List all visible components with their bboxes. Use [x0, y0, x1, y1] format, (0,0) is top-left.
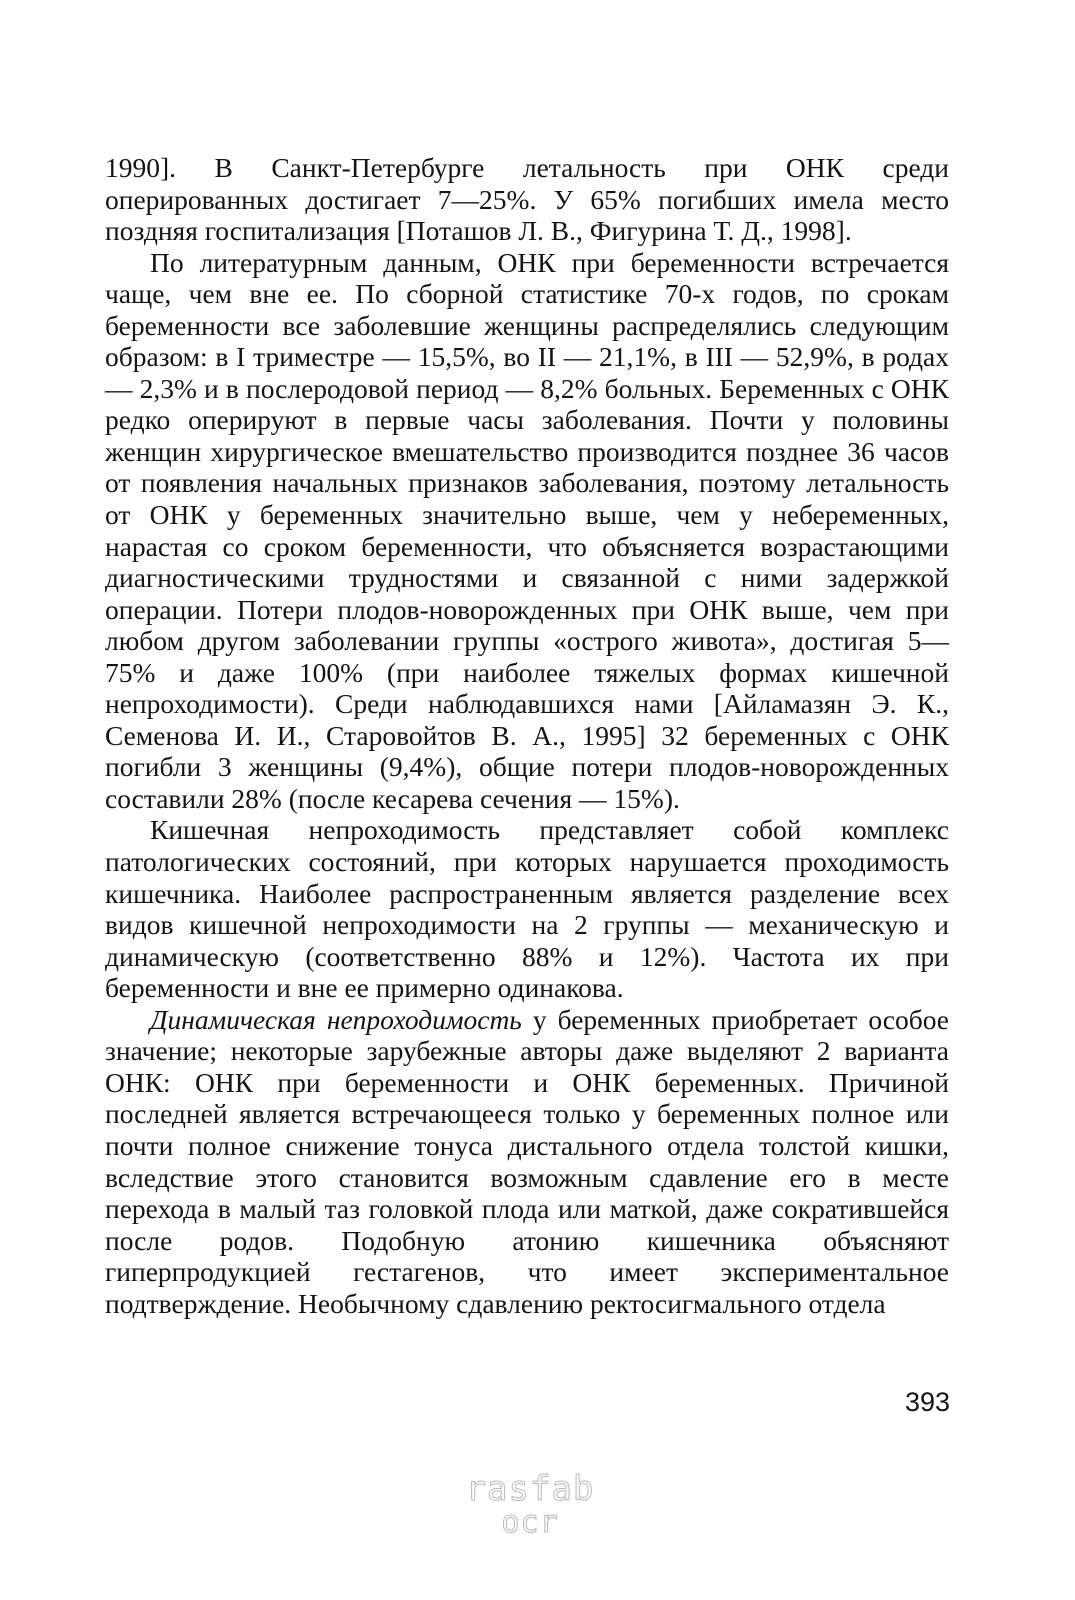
page-number: 393 — [904, 1387, 950, 1417]
paragraph-4 — [105, 1004, 949, 1319]
watermark-line-2: ocr — [501, 1505, 559, 1540]
paragraph-3: Кишечная непроходимость представляет собой комплекс патологических состояний, при которых нарушается проходимость кишечника. Наиболее распространенным является разделение всех видов кишечной непроходимости на 2 группы — механическую и динамическую (соответственно 88% и 12%). Частота их при беременности и вне ее примерно одинакова. — [105, 814, 949, 1004]
italic-term: Динамическая непроходимость — [150, 1003, 522, 1035]
watermark-line-1: rasfab — [465, 1469, 595, 1509]
paragraph-2: По литературным данным, ОНК при беременности встречается чаще, чем вне ее. По сборной статистике 70-х годов, по срокам беременности все заболевшие женщины распределялись следующим образом: в I триместре — 15,5%, во II — 21,1%, в III — 52,9%, в родах — 2,3% и в послеродовой период — 8,2% больных. Беременных с ОНК редко оперируют в первые часы заболевания. Почти у половины женщин хирургическое вмешательство производится позднее 36 часов от появления начальных признаков заболевания, поэтому летальность от ОНК у беременных значительно выше, чем у небеременных, нарастая со сроком беременности, что объясняется возрастающими диагностическими трудностями и связанной с ними задержкой операции. Потери плодов-новорожденных при ОНК выше, чем при любом другом заболевании группы «острого живота», достигая 5—75% и даже 100% (при наиболее тяжелых формах кишечной непроходимости). Среди наблюдавшихся нами [Айламазян Э. К., Семенова И. И., Старовойтов В. А., 1995] 32 беременных с ОНК погибли 3 женщины (9,4%), общие потери плодов-новорожденных составили 28% (после кесарева сечения — 15%). — [105, 246, 949, 814]
page-body-text — [105, 152, 949, 1319]
watermark — [445, 1470, 615, 1538]
paragraph-4-text: у беременных приобретает особое значение; некоторые зарубежные авторы даже выделяют 2 варианта ОНК: ОНК при беременности и ОНК беременных. Причиной последней является встречающееся только у беременных полное или почти полное снижение тонуса дистального отдела толстой кишки, вследствие этого становится возможным сдавление его в месте перехода в малый таз головкой плода или маткой, даже сократившейся после родов. Подобную атонию кишечника объясняют гиперпродукцией гестагенов, что имеет экспериментальное подтверждение. Необычному сдавлению ректосигмального отдела — [105, 1003, 949, 1319]
paragraph-1: 1990]. В Санкт-Петербурге летальность при ОНК среди оперированных достигает 7—25%. У 65% погибших имела место поздняя госпитализация [Поташов Л. В., Фигурина Т. Д., 1998]. — [105, 152, 949, 247]
